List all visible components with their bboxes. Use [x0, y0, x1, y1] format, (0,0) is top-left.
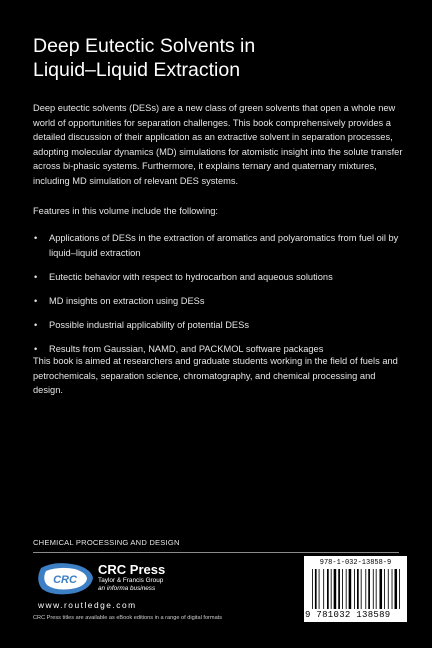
book-title — [33, 34, 413, 82]
barcode-icon — [312, 569, 402, 609]
publisher-business: an informa business — [98, 585, 156, 592]
list-item — [33, 231, 405, 260]
list-item — [33, 318, 405, 333]
feature-text: Applications of DESs in the extraction of aromatics and polyaromatics from fuel oil by liquid–liquid extraction — [49, 233, 399, 258]
list-item — [33, 294, 405, 309]
isbn-number: 978-1-032-13858-9 — [319, 559, 392, 567]
ebook-availability-note: CRC Press titles are available as eBook editions in a range of digital formats — [33, 615, 223, 621]
bullet-icon: • — [34, 271, 38, 282]
bullet-icon: • — [34, 295, 38, 306]
book-title-line-2: Liquid–Liquid Extraction — [33, 59, 241, 81]
publisher-group: Taylor & Francis Group — [98, 577, 164, 584]
isbn-barcode-digits: 9 781032 138589 — [305, 610, 391, 620]
divider — [33, 552, 399, 553]
features-list — [33, 231, 405, 366]
intro-paragraph: Deep eutectic solvents (DESs) are a new class of green solvents that open a whole new world of opportunities for separation challenges. This book comprehensively provides a detailed discussion of their application as an extractive solvent in separation processes, adopting molecular dynamics (MD) simulations for atomistic insight into the solute transfer across bi-phasic systems. Furthermore, it explains ternary and quaternary mixtures, including MD simulation of relevant DES systems. — [33, 103, 403, 186]
feature-text: Eutectic behavior with respect to hydrocarbon and aqueous solutions — [49, 271, 333, 282]
publisher-website: www.routledge.com — [38, 600, 137, 610]
feature-text: Results from Gaussian, NAMD, and PACKMOL software packages — [49, 343, 324, 354]
book-title-line-1: Deep Eutectic Solvents in — [33, 35, 256, 57]
publisher-name: CRC Press — [98, 562, 166, 577]
feature-text: MD insights on extraction using DESs — [49, 295, 205, 306]
isbn-barcode-box — [304, 556, 407, 622]
list-item — [33, 270, 405, 285]
series-name: CHEMICAL PROCESSING AND DESIGN — [33, 538, 180, 547]
logo-text: CRC — [53, 574, 77, 586]
publisher-block — [98, 562, 165, 593]
feature-text: Possible industrial applicability of potential DESs — [49, 319, 249, 330]
features-heading: Features in this volume include the following: — [33, 206, 219, 216]
bullet-icon: • — [34, 343, 38, 354]
crc-press-logo — [37, 562, 95, 595]
closing-paragraph: This book is aimed at researchers and graduate students working in the field of fuels and petrochemicals, separation science, chromatography, and chemical processing and design. — [33, 356, 398, 396]
bullet-icon: • — [34, 319, 38, 330]
bullet-icon: • — [34, 233, 38, 243]
